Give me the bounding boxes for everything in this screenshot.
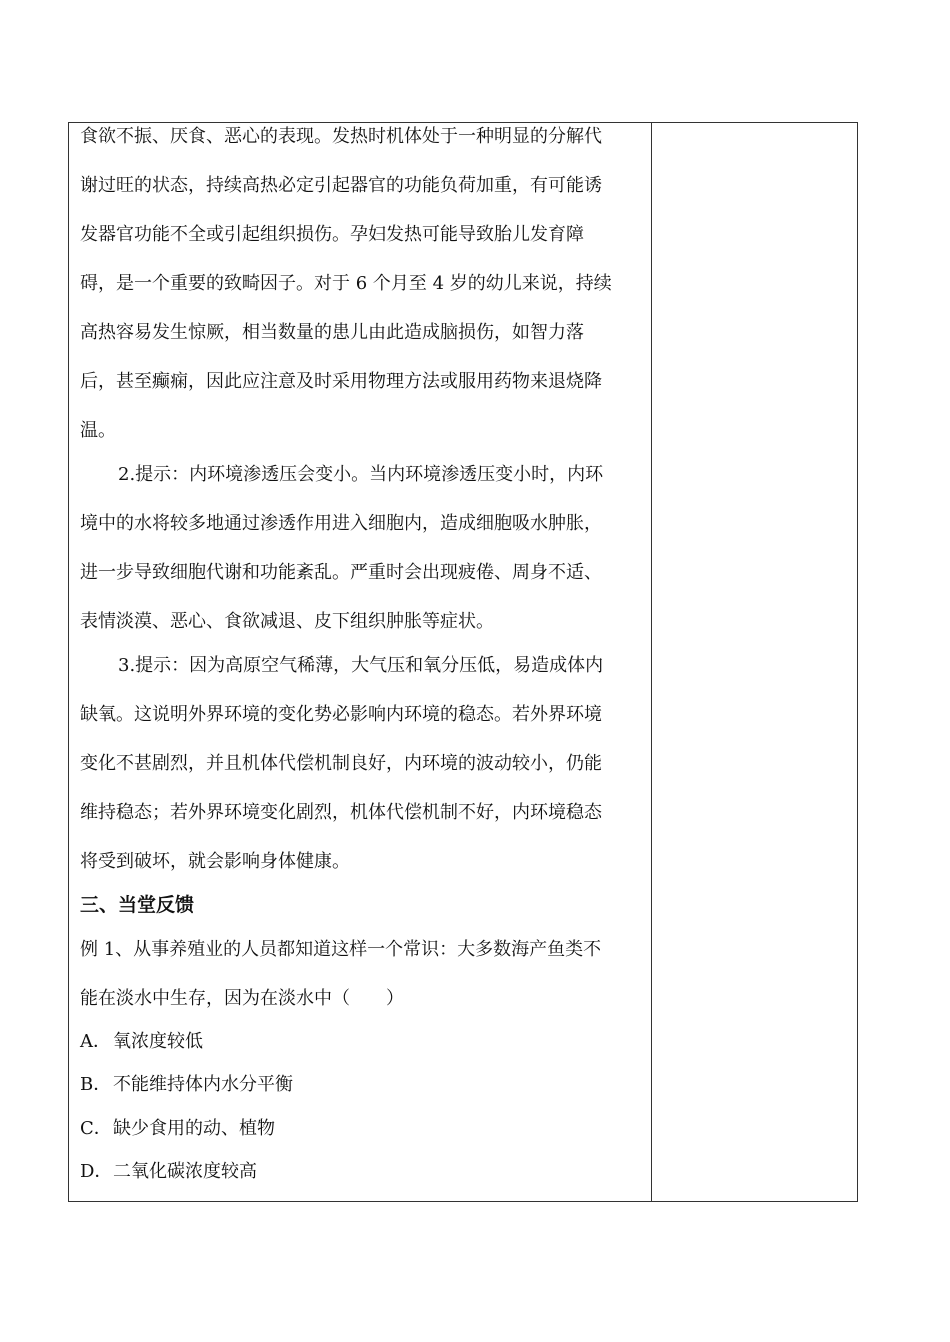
option-d bbox=[80, 1160, 257, 1184]
para1-line-7: 温。 bbox=[80, 420, 116, 441]
question-line-2: 能在淡水中生存，因为在淡水中（ ） bbox=[80, 988, 404, 1009]
para2-line-4: 表情淡漠、恶心、食欲减退、皮下组织肿胀等症状。 bbox=[80, 611, 494, 632]
option-c-text: 缺少食用的动、植物 bbox=[113, 1118, 275, 1139]
question-line-1: 例 1、从事养殖业的人员都知道这样一个常识：大多数海产鱼类不 bbox=[80, 939, 602, 960]
notes-cell bbox=[652, 123, 857, 1201]
para1-line-3: 发器官功能不全或引起组织损伤。孕妇发热可能导致胎儿发育障 bbox=[80, 224, 584, 245]
option-b bbox=[80, 1073, 293, 1097]
para3-line-3: 变化不甚剧烈，并且机体代偿机制良好，内环境的波动较小，仍能 bbox=[80, 753, 602, 774]
option-a bbox=[80, 1030, 203, 1054]
option-c-label: C． bbox=[80, 1118, 112, 1139]
content-table bbox=[68, 122, 858, 1202]
para2-line-1: 2.提示：内环境渗透压会变小。当内环境渗透压变小时，内环 bbox=[118, 464, 604, 485]
para1-line-2: 谢过旺的状态，持续高热必定引起器官的功能负荷加重，有可能诱 bbox=[80, 175, 602, 196]
option-d-label: D． bbox=[80, 1161, 113, 1182]
para1-line-4: 碍，是一个重要的致畸因子。对于 6 个月至 4 岁的幼儿来说，持续 bbox=[80, 273, 612, 294]
para1-line-6: 后，甚至癫痫，因此应注意及时采用物理方法或服用药物来退烧降 bbox=[80, 371, 602, 392]
para1-line-1: 食欲不振、厌食、恶心的表现。发热时机体处于一种明显的分解代 bbox=[80, 126, 602, 147]
option-a-label: A． bbox=[80, 1031, 111, 1052]
option-d-text: 二氧化碳浓度较高 bbox=[113, 1161, 257, 1182]
para2-line-2: 境中的水将较多地通过渗透作用进入细胞内，造成细胞吸水肿胀， bbox=[80, 513, 602, 534]
para3-line-2: 缺氧。这说明外界环境的变化势必影响内环境的稳态。若外界环境 bbox=[80, 704, 602, 725]
para3-line-4: 维持稳态；若外界环境变化剧烈，机体代偿机制不好，内环境稳态 bbox=[80, 802, 602, 823]
para1-line-5: 高热容易发生惊厥，相当数量的患儿由此造成脑损伤，如智力落 bbox=[80, 322, 584, 343]
main-content-cell bbox=[69, 123, 652, 1201]
para3-line-5: 将受到破坏，就会影响身体健康。 bbox=[80, 851, 350, 872]
option-a-text: 氧浓度较低 bbox=[113, 1031, 203, 1052]
para3-line-1: 3.提示：因为高原空气稀薄，大气压和氧分压低，易造成体内 bbox=[118, 655, 604, 676]
section-heading: 三、当堂反馈 bbox=[80, 894, 195, 916]
option-b-text: 不能维持体内水分平衡 bbox=[113, 1074, 293, 1095]
para2-line-3: 进一步导致细胞代谢和功能紊乱。严重时会出现疲倦、周身不适、 bbox=[80, 562, 602, 583]
option-c bbox=[80, 1117, 275, 1141]
option-b-label: B． bbox=[80, 1074, 112, 1095]
